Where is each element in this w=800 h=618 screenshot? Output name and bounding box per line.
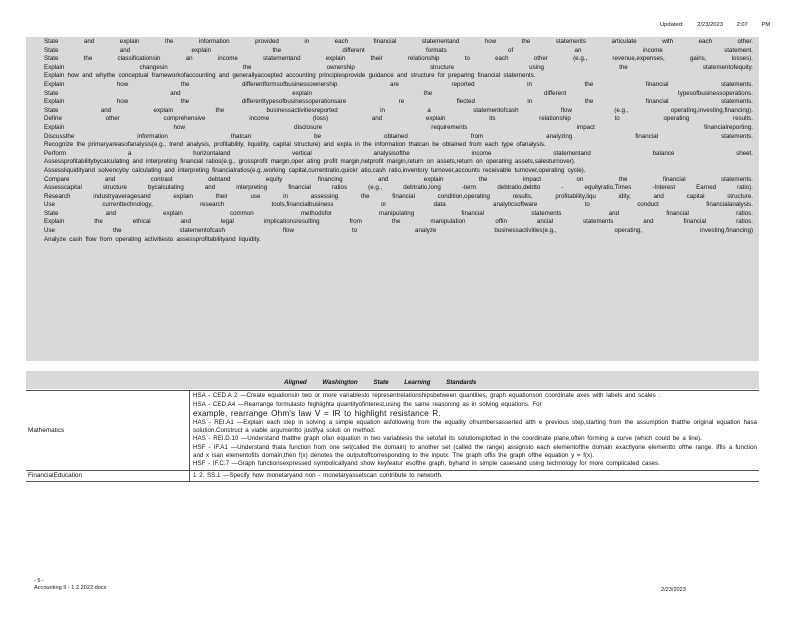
- objective-text: Explain changesin the ownership structure using the statementofequity.: [44, 63, 753, 71]
- objective-item: [26, 107, 759, 116]
- standard-text: example, rearrange Ohm's law V = IR to highlight resistance R.: [193, 409, 441, 419]
- standard-text: HAS - REI.A1 —Explain each step in solving a simple equation asfollowing from the equality ofnumbersasserted atth e previous step,starting from the assumption thatthe original equation hasa solution.Construct a viable argumentto justifya soluti on method.: [193, 419, 757, 434]
- objective-item: [26, 115, 759, 124]
- standard-text: 1 2. SS.1 —Specify how monetaryand non - monetaryassetscan contribute to networth.: [193, 471, 443, 479]
- standard-text: HSA - CED.A 2 —Create equationsin two or more variablesto representrelationshipsbetween quantities; graph equationson coordinate axes with labels and scales .: [193, 392, 661, 399]
- objective-item: [26, 38, 759, 47]
- subject-label: Mathematics: [28, 426, 65, 434]
- objective-item: [26, 184, 759, 193]
- objective-item: [26, 193, 759, 202]
- standards-table: [26, 390, 759, 482]
- objective-text: State and explain the different formats of an income statement.: [44, 46, 753, 54]
- objective-text: Assessliquidityand solvencyby calculating and interpreting financialratios(e.g.,working capital,currentratio,quickr atio,cash ratio,inventory turnover,accounts receivable turnover,operating cycle).: [44, 166, 586, 174]
- objective-text: Explain how the differentformsofbusinessownership are reported in the financial statements.: [44, 80, 753, 88]
- standard-text: HSA - CED.A4 —Rearrange formulasto highlighta quantityofinterest,using the same reasoning as in solving equations. For: [193, 400, 542, 408]
- objective-text: Assesscapital structure bycalculating and interpreting financial ratios (e.g., debtratio,long -term debtratio,debtto - equityratio,Times -Interest Earned ratio).: [44, 184, 753, 192]
- objective-text: Explain how the differenttypesofbusinessoperationsare re flected in the financial statements.: [44, 98, 753, 106]
- objective-text: State and explain the different typesofbusinessoperations.: [44, 89, 753, 97]
- standards-cell: [189, 391, 759, 470]
- footer-date: 2/23/2023: [661, 587, 686, 593]
- objective-item: [26, 55, 759, 64]
- subject-label: FinancialEducation: [28, 472, 82, 480]
- objective-text: Perform a horizontaland vertical analysisofthe income statementand balance sheet.: [44, 149, 753, 157]
- objective-text: Explain how and whythe conceptual frameworkofaccounting and generallyaccepted accounting principlesprovide guidance and structure for preparing financial statements.: [44, 72, 536, 80]
- objective-item: [26, 124, 759, 133]
- standards-cell: [189, 471, 759, 482]
- objective-item: [26, 90, 759, 99]
- updated-date: 2/23/2023: [697, 22, 723, 28]
- updated-time: 2:07: [736, 22, 748, 28]
- standard-text: HSF - IF.C.7 —Graph functionsexpressed symbolicallyand show keyfeatur esofthe graph, byhand in simple casesand using technology for more complicated cases.: [193, 460, 660, 468]
- objective-text: Define other comprehensive income (loss) and explain its relationship to operating results.: [44, 115, 753, 123]
- objective-item: [26, 158, 759, 167]
- objective-item: [26, 81, 759, 90]
- document-name: Accounting II - 1 2.2022.docx: [34, 585, 107, 591]
- standards-row: [26, 390, 759, 470]
- page-number: - 5 -: [34, 578, 44, 584]
- objective-item: [26, 47, 759, 56]
- objective-text: Explain the ethical and legal implicationsresulting from the manipulation offin ancial statements and financial ratios.: [44, 218, 753, 226]
- objective-item: [26, 64, 759, 73]
- objective-item: [26, 167, 759, 176]
- objective-text: Explain how disclosure requirements impact financialreporting.: [44, 123, 753, 131]
- objective-text: Discussthe information thatcan be obtained from analyzing financial statements.: [44, 132, 753, 140]
- standard-text: HAS - REI.D.10 —Understand thatthe graph ofan equation in two variablesis the setofall its solutionsplotted in the coordinate plane,often forming a curve (which could be a line).: [193, 435, 702, 443]
- objective-text: State and explain the businessactivitiesreported in a statementofcash flow (e.g., operating,investing,financing).: [44, 106, 753, 114]
- objective-text: State and explain the information provided in each financial statementand how the statements articulate with each other.: [44, 38, 753, 45]
- footer-left: [34, 578, 106, 592]
- updated-label: Updated:: [660, 22, 684, 28]
- objective-text: Use the statementofcash flow to analyze businessactivities(e.g., operating, investing,financing): [44, 227, 753, 235]
- objective-item: [26, 133, 759, 142]
- objective-text: State and explain common methodsfor manipulating financial statements and financial ratios.: [44, 209, 753, 217]
- objectives-list: [26, 38, 759, 244]
- standards-row: [26, 470, 759, 483]
- objective-text: Assessprofitabilitybycalculating and interpreting financial ratios(e.g., grossprofit margin,oper ating profit margin,netprofit margin,return on assets,return on operating assets,salesturnover).: [44, 158, 576, 166]
- objective-item: [26, 176, 759, 185]
- objective-item: [26, 98, 759, 107]
- updated-stamp: [660, 22, 782, 30]
- standard-text: HSF - IF.A1 —Understand thata function from one set(called the domain) to another set (called the range) assignsto each elementofthe domain exactlyone elementto ofthe range. Iffis a function and x isan elementofits domain,then f(x) denotes the outputoffcorresponding to the inputx. The graph offis the graph ofthe equation y = f(x).: [193, 443, 757, 459]
- objective-item: [26, 210, 759, 219]
- objective-item: [26, 227, 759, 236]
- standards-header: Aligned Washington State Learning Standards: [284, 379, 477, 386]
- objective-item: [26, 150, 759, 159]
- objective-item: [26, 236, 759, 245]
- objective-text: Compare and contrast debtand equity financing and explain the impact on the financial statements.: [44, 175, 753, 183]
- objective-item: [26, 201, 759, 210]
- objective-text: Research industryaveragesand explain their use in assessing the financial condition,operating results, profitability,liqu idity, and capital structure.: [44, 192, 753, 200]
- objective-text: State the classificationsin an income statementand explain their relationship to each other (e.g., revenue,expenses, gains, losses).: [44, 55, 753, 63]
- updated-ampm: PM: [761, 22, 771, 28]
- objective-text: Use currenttechnology, research tools,financialbusiness or data analyticsoftware to conduct financialanalysis.: [44, 201, 753, 209]
- objective-text: Analyze cash flow from operating activitiesto assessprofitabilityand liquidity.: [44, 235, 261, 243]
- objective-text: Recognize the primaryareasofanalysis(e.g., trend analysis, profitability, liquidity, capital structure) and expla in the information thatcan be obtained from each type ofanalysis.: [44, 141, 546, 149]
- objective-item: [26, 218, 759, 227]
- objective-item: [26, 141, 759, 150]
- objective-item: [26, 72, 759, 81]
